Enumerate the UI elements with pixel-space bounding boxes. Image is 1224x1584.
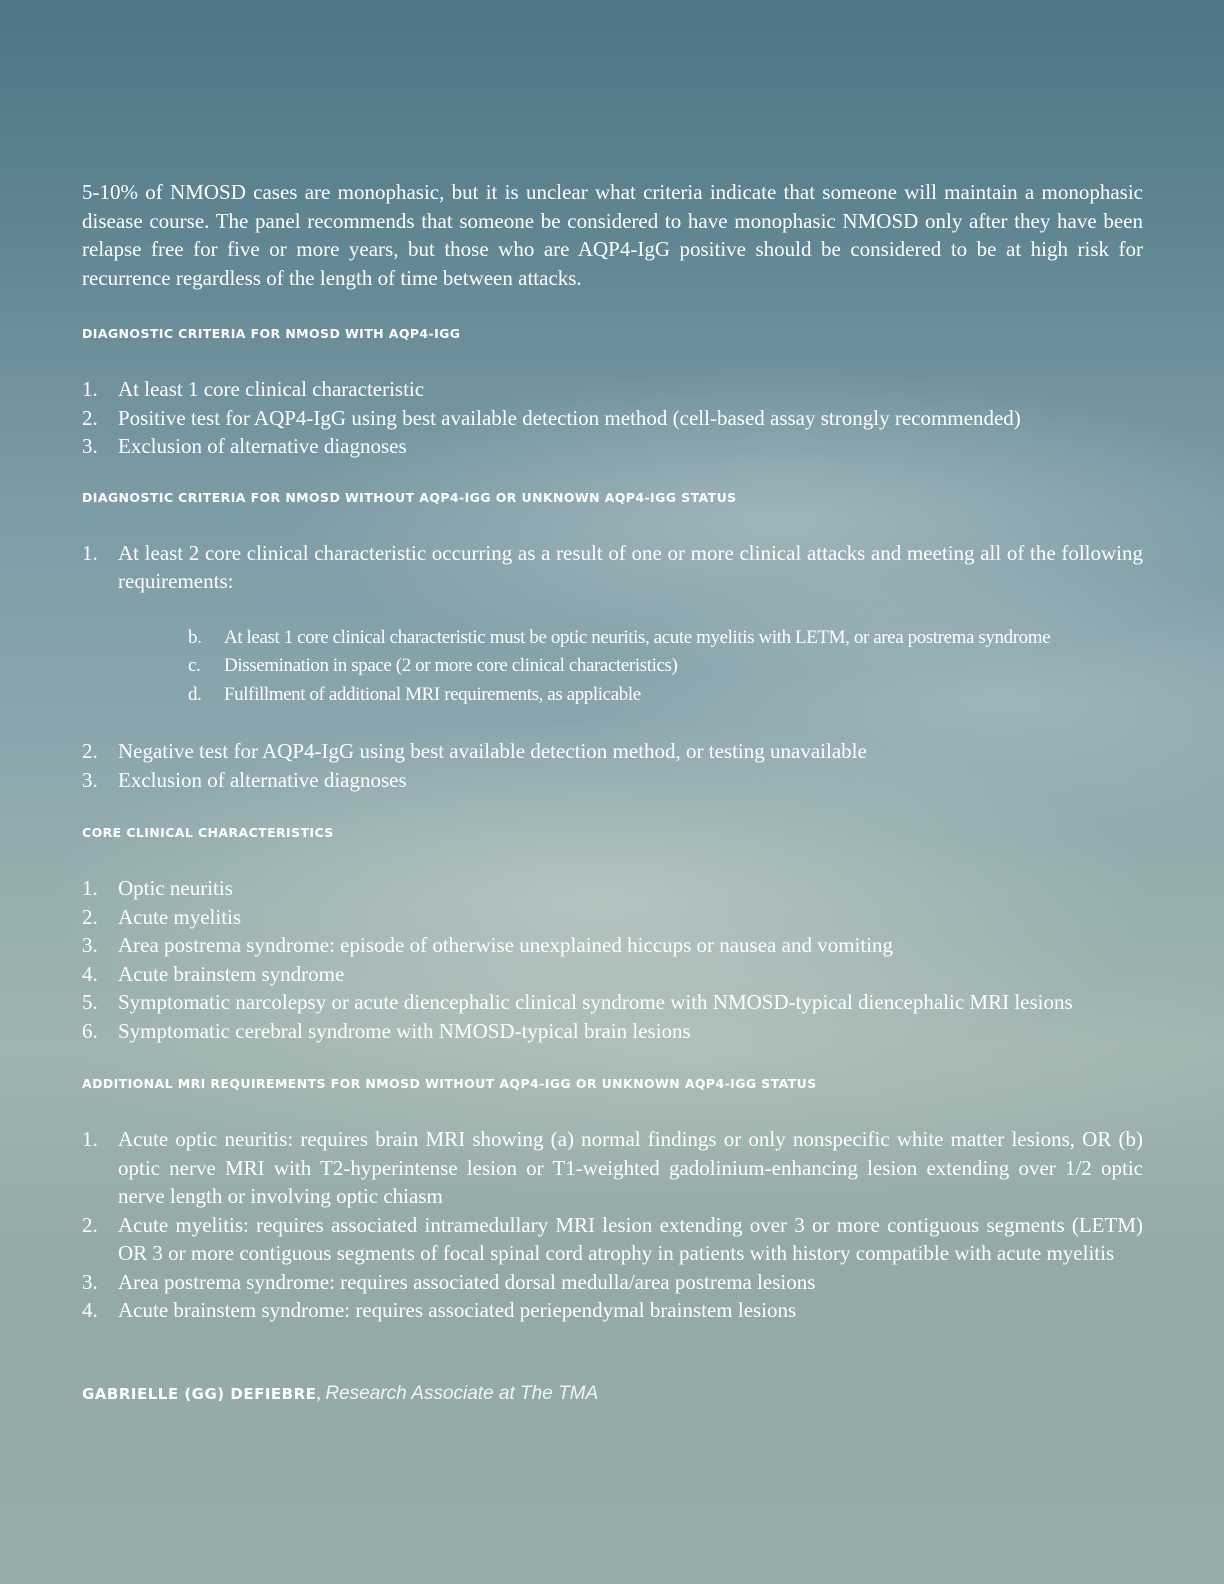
sub-requirements-list xyxy=(82,624,1143,710)
list-item xyxy=(82,737,1143,766)
list-number: 4. xyxy=(82,1298,98,1322)
author-role: Research Associate at The TMA xyxy=(325,1382,599,1404)
list-number: 2. xyxy=(82,739,98,763)
sub-list-letter: c. xyxy=(188,655,201,676)
list-text: Exclusion of alternative diagnoses xyxy=(118,434,407,458)
list-number: 6. xyxy=(82,1018,98,1043)
list-number: 2. xyxy=(82,1212,98,1237)
sub-list-letter: d. xyxy=(188,683,202,705)
list-number: 2. xyxy=(82,405,98,430)
list-item xyxy=(82,1296,1143,1325)
list-item xyxy=(82,1125,1143,1211)
list-text: Area postrema syndrome: episode of otherwise unexplained hiccups or nausea and vomiting xyxy=(118,933,894,957)
section-heading-core-characteristics: CORE CLINICAL CHARACTERISTICS xyxy=(82,825,334,840)
criteria-list-aqp4-negative xyxy=(82,539,1143,596)
list-text: Negative test for AQP4-IgG using best available detection method, or testing unavailable xyxy=(118,739,867,763)
list-item xyxy=(82,960,1143,989)
byline-separator: , xyxy=(316,1382,321,1403)
list-number: 5. xyxy=(82,990,98,1014)
list-text: Optic neuritis xyxy=(118,876,233,900)
list-text: At least 1 core clinical characteristic xyxy=(118,377,425,401)
list-item xyxy=(82,766,1143,795)
mri-requirements-list xyxy=(82,1125,1143,1325)
list-text: Acute brainstem syndrome: requires associated periependymal brainstem lesions xyxy=(118,1298,797,1322)
list-number: 1. xyxy=(82,540,98,565)
list-item xyxy=(82,874,1143,903)
list-item xyxy=(82,1017,1143,1046)
sub-list-text: At least 1 core clinical characteristic must be optic neuritis, acute myelitis with LETM, or area postrema syndrome xyxy=(224,626,1051,648)
list-text: Symptomatic cerebral syndrome with NMOSD-typical brain lesions xyxy=(118,1018,691,1043)
list-item xyxy=(82,539,1143,596)
sub-list-item xyxy=(82,624,1143,653)
list-text: Positive test for AQP4-IgG using best available detection method (cell-based assay strongly recommended) xyxy=(118,405,1021,430)
author-name: GABRIELLE (GG) DEFIEBRE xyxy=(82,1384,317,1403)
article-body xyxy=(82,178,1143,1406)
list-item xyxy=(82,1211,1143,1268)
list-number: 4. xyxy=(82,961,98,986)
section-heading-mri-requirements: ADDITIONAL MRI REQUIREMENTS FOR NMOSD WITHOUT AQP4-IGG OR UNKNOWN AQP4-IGG STATUS xyxy=(82,1076,817,1091)
list-item xyxy=(82,903,1143,932)
section-heading-aqp4-positive: DIAGNOSTIC CRITERIA FOR NMOSD WITH AQP4-IGG xyxy=(82,326,461,341)
sub-list-letter: b. xyxy=(188,626,202,648)
list-number: 1. xyxy=(82,1127,98,1151)
list-item xyxy=(82,988,1143,1017)
list-number: 3. xyxy=(82,933,98,957)
list-text: Acute brainstem syndrome xyxy=(118,961,345,986)
list-text: Acute myelitis: requires associated intramedullary MRI lesion extending over 3 or more contiguous segments (LETM) OR 3 or more contiguous segments of focal spinal cord atrophy in patients with history compatible with acute myelitis xyxy=(118,1212,1143,1265)
list-item xyxy=(82,432,1143,461)
core-characteristics-list xyxy=(82,874,1143,1045)
list-text: Exclusion of alternative diagnoses xyxy=(118,767,407,792)
intro-paragraph: 5-10% of NMOSD cases are monophasic, but it is unclear what criteria indicate that someone will maintain a monophasic disease course. The panel recommends that someone be considered to have monophasic NMOSD only after they have been relapse free for five or more years, but those who are AQP4-IgG positive should be considered to be at high risk for recurrence regardless of the length of time between attacks. xyxy=(82,180,1143,290)
list-number: 3. xyxy=(82,434,98,458)
list-text: Acute myelitis xyxy=(118,904,242,929)
list-text: Area postrema syndrome: requires associated dorsal medulla/area postrema lesions xyxy=(118,1269,816,1294)
section-heading-aqp4-negative: DIAGNOSTIC CRITERIA FOR NMOSD WITHOUT AQP4-IGG OR UNKNOWN AQP4-IGG STATUS xyxy=(82,489,737,505)
sub-list-text: Dissemination in space (2 or more core clinical characteristics) xyxy=(224,655,678,676)
criteria-list-aqp4-positive xyxy=(82,375,1143,461)
list-number: 1. xyxy=(82,377,98,401)
sub-list-item xyxy=(82,681,1143,710)
list-number: 1. xyxy=(82,876,98,900)
list-item xyxy=(82,375,1143,404)
list-text: Symptomatic narcolepsy or acute diencephalic clinical syndrome with NMOSD-typical diencephalic MRI lesions xyxy=(118,990,1073,1014)
list-item xyxy=(82,931,1143,960)
list-item xyxy=(82,1268,1143,1297)
list-text: Acute optic neuritis: requires brain MRI showing (a) normal findings or only nonspecific white matter lesions, OR (b) optic nerve MRI with T2-hyperintense lesion or T1-weighted gadolinium-enhancing lesion extending over 1/2 optic nerve length or involving optic chiasm xyxy=(118,1127,1143,1208)
criteria-list-aqp4-negative-continued xyxy=(82,737,1143,794)
author-byline xyxy=(82,1381,1143,1406)
list-item xyxy=(82,404,1143,433)
list-number: 2. xyxy=(82,904,98,929)
list-text: At least 2 core clinical characteristic occurring as a result of one or more clinical attacks and meeting all of the following requirements: xyxy=(118,540,1143,593)
sub-list-text: Fulfillment of additional MRI requirements, as applicable xyxy=(224,683,641,705)
list-number: 3. xyxy=(82,1269,98,1294)
sub-list-item xyxy=(82,652,1143,681)
list-number: 3. xyxy=(82,767,98,792)
